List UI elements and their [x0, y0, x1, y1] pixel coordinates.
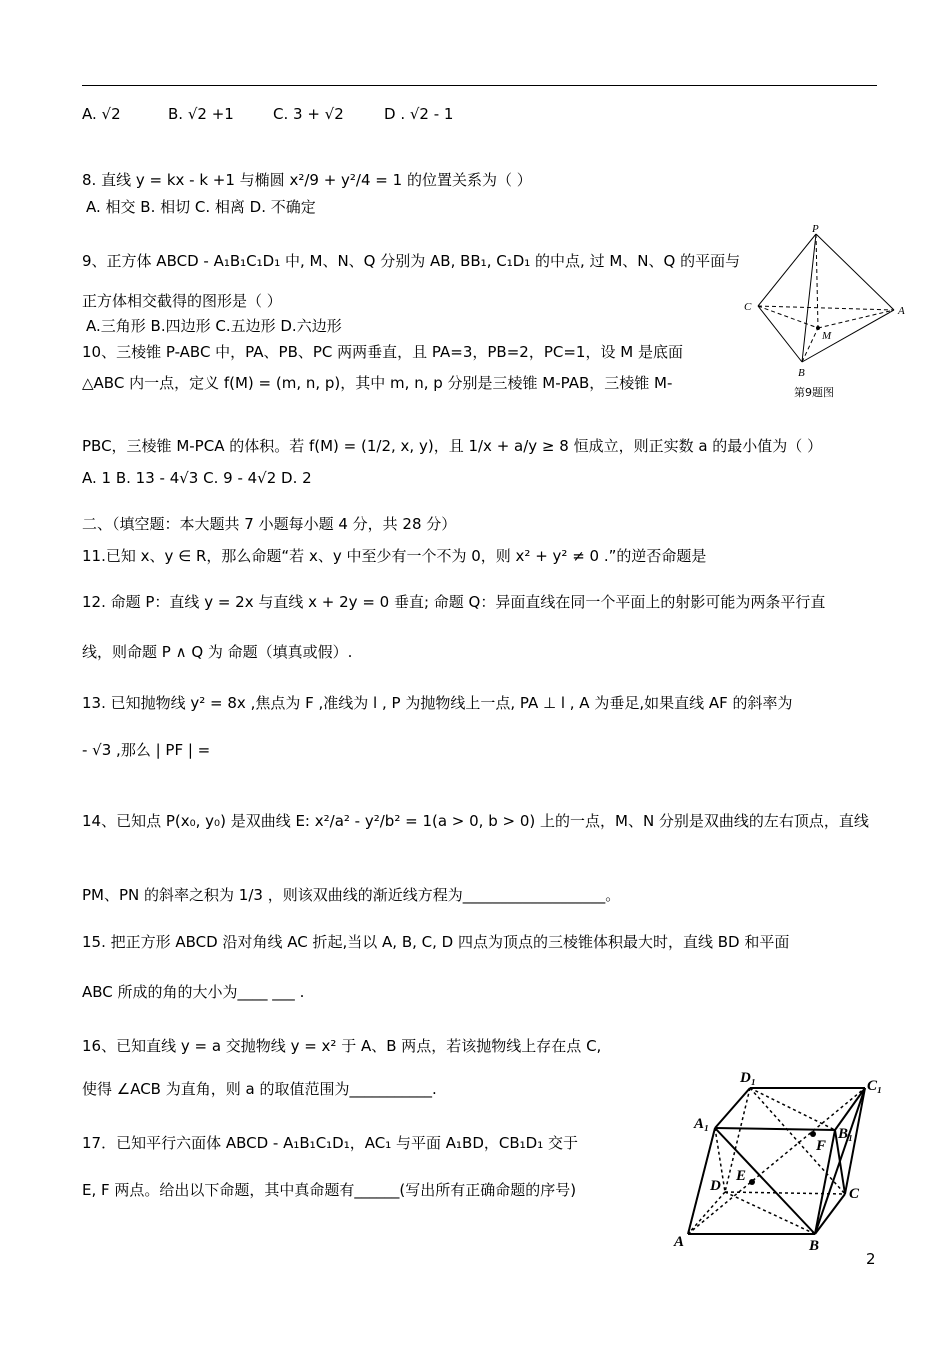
- fig9-label-a: A: [898, 305, 905, 317]
- fig17-label-c1: C₁: [867, 1078, 883, 1094]
- q16-line2: 使得 ∠ACB 为直角，则 a 的取值范围为___________.: [82, 1080, 437, 1098]
- q7-option-b: B. √2 +1: [168, 105, 234, 123]
- section-2-heading: 二、（填空题：本大题共 7 小题每小题 4 分，共 28 分）: [82, 515, 457, 533]
- fig17-label-f: F: [816, 1138, 827, 1154]
- fig17-label-b1: B₁: [838, 1126, 854, 1142]
- q9-options: A.三角形 B.四边形 C.五边形 D.六边形: [86, 317, 342, 335]
- fig9-label-m: M: [822, 330, 832, 342]
- fig9-label-b: B: [798, 367, 805, 379]
- q8-stem: 8. 直线 y = kx - k +1 与椭圆 x²/9 + y²/4 = 1 的位置关系为（ ）: [82, 171, 532, 189]
- fig9-label-p: P: [812, 223, 819, 235]
- figure-q9-caption: 第9题图: [794, 386, 834, 399]
- q12-line1: 12. 命题 P：直线 y = 2x 与直线 x + 2y = 0 垂直; 命题 Q：异面直线在同一个平面上的射影可能为两条平行直: [82, 593, 826, 611]
- fig17-label-c: C: [849, 1186, 860, 1202]
- q17-line1: 17．已知平行六面体 ABCD - A₁B₁C₁D₁，AC₁ 与平面 A₁BD，CB₁D₁ 交于: [82, 1134, 578, 1152]
- q12-line2: 线，则命题 P ∧ Q 为 命题（填真或假）.: [82, 643, 353, 661]
- fig17-label-a: A: [674, 1234, 685, 1250]
- q10-line2: △ABC 内一点，定义 f(M) = (m, n, p)，其中 m, n, p 分别是三棱锥 M-PAB，三棱锥 M-: [82, 374, 673, 392]
- q7-option-d: D . √2 - 1: [384, 105, 454, 123]
- q14-line1: 14、已知点 P(x₀, y₀) 是双曲线 E: x²/a² - y²/b² = 1(a > 0, b > 0) 上的一点，M、N 分别是双曲线的左右顶点，直线: [82, 812, 869, 830]
- q8-options: A. 相交 B. 相切 C. 相离 D. 不确定: [86, 198, 316, 216]
- q9-line1: 9、正方体 ABCD - A₁B₁C₁D₁ 中, M、N、Q 分别为 AB, BB₁, C₁D₁ 的中点, 过 M、N、Q 的平面与: [82, 252, 741, 270]
- q15-line2: ABC 所成的角的大小为____ ___ .: [82, 983, 305, 1001]
- fig17-label-a1: A₁: [694, 1116, 710, 1132]
- fig17-label-e: E: [736, 1168, 747, 1184]
- fig17-label-d1: D₁: [740, 1070, 757, 1086]
- q11: 11.已知 x、y ∈ R，那么命题“若 x、y 中至少有一个不为 0，则 x² + y² ≠ 0 .”的逆否命题是: [82, 547, 707, 565]
- fig9-label-c: C: [744, 301, 752, 313]
- figure-q9-pyramid: [740, 222, 910, 382]
- q15-line1: 15. 把正方形 ABCD 沿对角线 AC 折起,当以 A, B, C, D 四点为顶点的三棱锥体积最大时，直线 BD 和平面: [82, 933, 790, 951]
- q13-line1: 13. 已知抛物线 y² = 8x ,焦点为 F ,准线为 l , P 为抛物线上一点, PA ⊥ l , A 为垂足,如果直线 AF 的斜率为: [82, 694, 793, 712]
- q14-line2: PM、PN 的斜率之积为 1/3 ，则该双曲线的渐近线方程为___________________。: [82, 886, 621, 904]
- q7-option-a: A. √2: [82, 105, 121, 123]
- figure-q17-parallelepiped: [670, 1064, 895, 1254]
- q16-line1: 16、已知直线 y = a 交抛物线 y = x² 于 A、B 两点，若该抛物线上存在点 C,: [82, 1037, 602, 1055]
- q10-line1: 10、三棱锥 P-ABC 中，PA、PB、PC 两两垂直，且 PA=3，PB=2，PC=1，设 M 是底面: [82, 343, 683, 361]
- q13-line2: - √3 ,那么 | PF | =: [82, 741, 211, 759]
- q9-line2: 正方体相交截得的图形是（ ）: [82, 292, 282, 310]
- q7-option-c: C. 3 + √2: [273, 105, 344, 123]
- q17-line2: E, F 两点。给出以下命题，其中真命题有______(写出所有正确命题的序号): [82, 1181, 577, 1199]
- q10-line3: PBC，三棱锥 M-PCA 的体积。若 f(M) = (1/2, x, y)，且 1/x + a/y ≥ 8 恒成立，则正实数 a 的最小值为（ ）: [82, 437, 823, 455]
- fig17-label-b: B: [809, 1238, 820, 1254]
- fig17-label-d: D: [710, 1178, 721, 1194]
- page-number: 2: [866, 1250, 876, 1268]
- top-rule: [82, 85, 877, 86]
- q10-options: A. 1 B. 13 - 4√3 C. 9 - 4√2 D. 2: [82, 469, 312, 487]
